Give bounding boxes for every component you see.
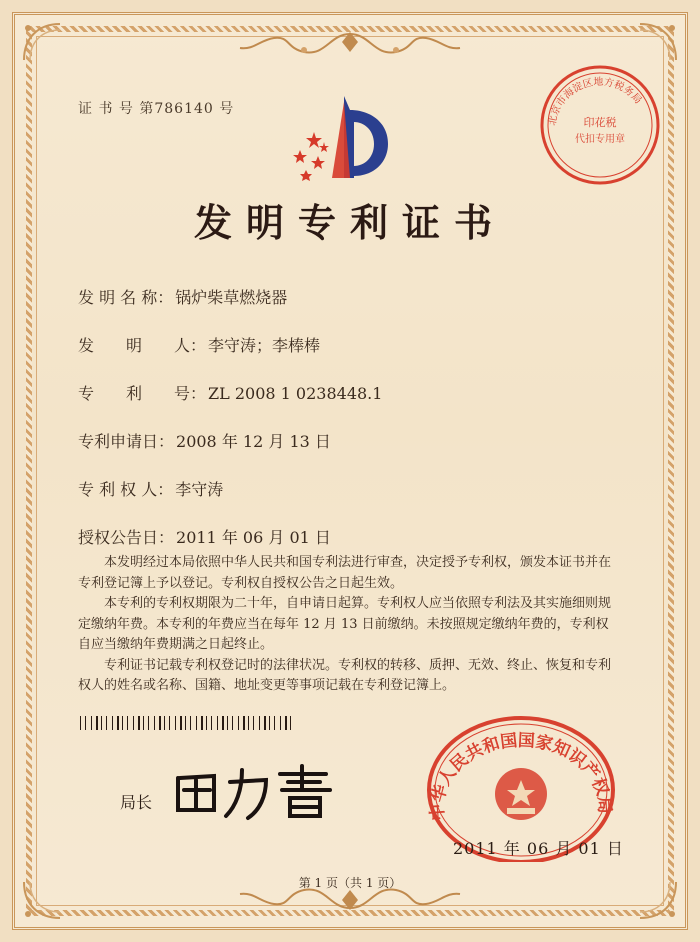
filing-date-label: 专利申请日： xyxy=(78,432,175,451)
svg-text:印花税: 印花税 xyxy=(583,116,617,129)
certificate-number: 证 书 号 第786140 号 xyxy=(78,101,235,117)
filing-date-value: 2008 年 12 月 13 日 xyxy=(176,432,331,451)
svg-text:北京市海淀区地方税务局: 北京市海淀区地方税务局 xyxy=(547,76,644,127)
patent-office-logo-icon xyxy=(292,92,412,182)
field-grant-date xyxy=(78,525,331,548)
patentee-label: 专 利 权 人： xyxy=(78,480,174,499)
top-scroll-ornament-icon xyxy=(230,28,470,62)
patentee-value: 李守涛 xyxy=(175,480,224,499)
barcode-icon xyxy=(80,716,296,730)
grant-date-value: 2011 年 06 月 01 日 xyxy=(176,528,331,547)
svg-text:代扣专用章: 代扣专用章 xyxy=(575,134,625,145)
body-paragraph: 本专利的专利权期限为二十年，自申请日起算。专利权人应当依照专利法及其实施细则规定缴纳年费。本专利的年费应当在每年 12 月 13 日前缴纳。未按照规定缴纳年费的，专利权自应当缴纳年费期满之日起终止。 xyxy=(78,596,612,652)
page-number: 第 1 页（共 1 页） xyxy=(298,876,402,890)
field-filing-date xyxy=(78,429,331,452)
grant-date-label: 授权公告日： xyxy=(78,528,175,547)
inventor-label: 发 明 人： xyxy=(78,336,207,355)
field-invention-name xyxy=(78,285,287,308)
tax-seal-stamp-icon xyxy=(535,60,665,190)
inventor-value: 李守涛；李棒棒 xyxy=(208,336,321,355)
certificate-title: 发明专利证书 xyxy=(193,200,506,245)
corner-ornament-icon xyxy=(20,20,64,64)
corner-ornament-icon xyxy=(636,20,680,64)
invention-name-value: 锅炉柴草燃烧器 xyxy=(175,288,288,307)
director-signature-icon xyxy=(170,760,340,822)
svg-text:中华人民共和国国家知识产权局: 中华人民共和国国家知识产权局 xyxy=(427,730,615,822)
body-paragraph: 本发明经过本局依照中华人民共和国专利法进行审查，决定授予专利权，颁发本证书并在专利登记簿上予以登记。专利权自授权公告之日起生效。 xyxy=(78,555,612,591)
patent-number-label: 专 利 号： xyxy=(78,384,207,403)
invention-name-label: 发 明 名 称： xyxy=(78,288,174,307)
seal-date: 2011 年 06 月 01 日 xyxy=(453,839,624,858)
field-inventor xyxy=(78,333,320,356)
field-patent-number xyxy=(78,381,382,404)
patent-number-value: ZL 2008 1 0238448.1 xyxy=(208,384,383,403)
body-paragraph: 专利证书记载专利权登记时的法律状况。专利权的转移、质押、无效、终止、恢复和专利权人的姓名或名称、国籍、地址变更等事项记载在专利登记簿上。 xyxy=(78,657,612,693)
certificate-body xyxy=(78,553,618,697)
field-patentee xyxy=(78,477,223,500)
director-label: 局长 xyxy=(120,793,153,812)
